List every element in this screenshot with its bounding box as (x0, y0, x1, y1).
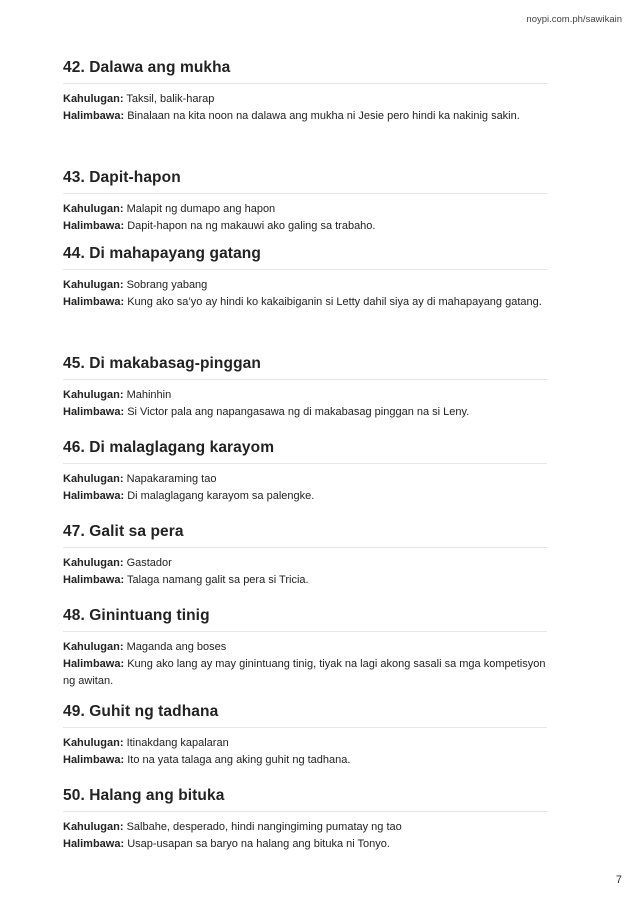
meaning-line (63, 555, 547, 572)
meaning-label: Kahulugan: (63, 279, 124, 291)
example-label: Halimbawa: (63, 838, 125, 850)
example-text: Kung ako sa’yo ay hindi ko kakaibiganin si Letty dahil siya ay di mahapayang gatang. (127, 296, 542, 308)
example-text: Usap-usapan sa baryo na halang ang bituka ni Tonyo. (127, 838, 390, 850)
meaning-label: Kahulugan: (63, 821, 124, 833)
entry-45 (63, 352, 547, 436)
entry-50 (63, 784, 547, 853)
entry-47 (63, 520, 547, 604)
meaning-text: Napakaraming tao (126, 473, 217, 485)
meaning-line (63, 387, 547, 404)
entry-44 (63, 242, 547, 352)
meaning-line (63, 819, 547, 836)
entry-48 (63, 604, 547, 700)
example-text: Talaga namang galit sa pera si Tricia. (127, 574, 309, 586)
entry-title: 47. Galit sa pera (63, 520, 547, 548)
meaning-label: Kahulugan: (63, 641, 124, 653)
meaning-label: Kahulugan: (63, 389, 124, 401)
example-line (63, 488, 547, 505)
example-line (63, 656, 547, 690)
entry-43 (63, 166, 547, 242)
example-line (63, 108, 547, 125)
meaning-text: Salbahe, desperado, hindi nangingiming pumatay ng tao (126, 821, 402, 833)
example-text: Ito na yata talaga ang aking guhit ng tadhana. (127, 754, 351, 766)
meaning-text: Gastador (126, 557, 172, 569)
meaning-text: Mahinhin (126, 389, 172, 401)
meaning-line (63, 639, 547, 656)
meaning-label: Kahulugan: (63, 737, 124, 749)
entry-title: 48. Ginintuang tinig (63, 604, 547, 632)
meaning-line (63, 735, 547, 752)
meaning-line (63, 277, 547, 294)
example-line (63, 218, 547, 235)
example-line (63, 836, 547, 853)
meaning-label: Kahulugan: (63, 473, 124, 485)
example-label: Halimbawa: (63, 406, 125, 418)
entry-title: 43. Dapit-hapon (63, 166, 547, 194)
meaning-label: Kahulugan: (63, 557, 124, 569)
page-number: 7 (615, 874, 622, 886)
meaning-text: Sobrang yabang (126, 279, 208, 291)
entry-title: 50. Halang ang bituka (63, 784, 547, 812)
meaning-line (63, 91, 547, 108)
example-line (63, 294, 547, 311)
entry-list (63, 56, 547, 853)
meaning-text: Taksil, balik-harap (126, 93, 215, 105)
entry-title: 44. Di mahapayang gatang (63, 242, 547, 270)
example-line (63, 572, 547, 589)
entry-title: 46. Di malaglagang karayom (63, 436, 547, 464)
example-label: Halimbawa: (63, 754, 125, 766)
meaning-text: Malapit ng dumapo ang hapon (126, 203, 276, 215)
entry-title: 42. Dalawa ang mukha (63, 56, 547, 84)
entry-title: 45. Di makabasag-pinggan (63, 352, 547, 380)
example-line (63, 752, 547, 769)
example-text: Di malaglagang karayom sa palengke. (127, 490, 315, 502)
example-label: Halimbawa: (63, 574, 125, 586)
example-line (63, 404, 547, 421)
entry-title: 49. Guhit ng tadhana (63, 700, 547, 728)
example-text: Dapit-hapon na ng makauwi ako galing sa trabaho. (127, 220, 376, 232)
meaning-label: Kahulugan: (63, 93, 124, 105)
meaning-text: Itinakdang kapalaran (126, 737, 229, 749)
meaning-label: Kahulugan: (63, 203, 124, 215)
example-text: Kung ako lang ay may ginintuang tinig, tiyak na lagi akong sasali sa mga kompetisyon ng awitan. (63, 658, 546, 687)
example-label: Halimbawa: (63, 220, 125, 232)
entry-46 (63, 436, 547, 520)
example-text: Binalaan na kita noon na dalawa ang mukha ni Jesie pero hindi ka nakinig sakin. (127, 110, 520, 122)
example-label: Halimbawa: (63, 658, 125, 670)
meaning-text: Maganda ang boses (126, 641, 227, 653)
meaning-line (63, 471, 547, 488)
example-text: Si Victor pala ang napangasawa ng di makabasag pinggan na si Leny. (127, 406, 470, 418)
entry-42 (63, 56, 547, 166)
source-url: noypi.com.ph/sawikain (526, 14, 622, 25)
example-label: Halimbawa: (63, 490, 125, 502)
example-label: Halimbawa: (63, 296, 125, 308)
entry-49 (63, 700, 547, 784)
example-label: Halimbawa: (63, 110, 125, 122)
meaning-line (63, 201, 547, 218)
